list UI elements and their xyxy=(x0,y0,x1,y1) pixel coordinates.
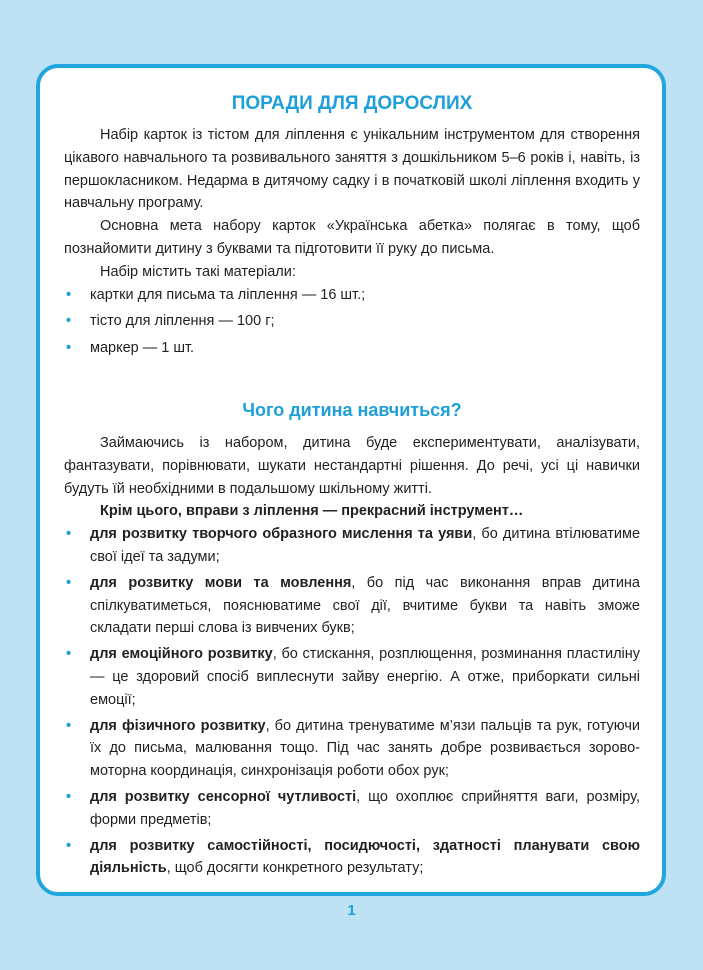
goal-paragraph: Основна мета набору карток «Українська абетка» полягає в тому, щоб познайомити дитину з буквами та підготовити її руку до письма. xyxy=(64,218,640,257)
materials-list xyxy=(64,284,640,360)
section-title-advice: ПОРАДИ ДЛЯ ДОРОСЛИХ xyxy=(231,93,473,114)
list-item: • для розвитку сенсорної чутливості, що охоплює сприйняття ваги, розміру, форми предметів; xyxy=(64,786,640,832)
materials-intro: Набір містить такі матеріали: xyxy=(100,263,296,280)
section-title-learning: Чого дитина навчиться? xyxy=(242,399,462,420)
list-item: • для розвитку самостійності, посидючості, здатності планувати свою діяльність, щоб досягти конкретного результату; xyxy=(64,835,640,881)
bullet-icon: • xyxy=(66,788,72,805)
bullet-icon: • xyxy=(66,526,72,543)
bullet-icon: • xyxy=(66,574,72,591)
list-item: • маркер — 1 шт. xyxy=(64,337,640,360)
lead-sentence: Крім цього, вправи з ліплення — прекрасний інструмент… xyxy=(100,503,524,520)
benefits-list xyxy=(64,523,640,880)
content-card xyxy=(36,64,666,896)
page-number: 1 xyxy=(347,902,356,919)
list-item: • для розвитку мови та мовлення, бо під час виконання вправ дитина спілкуватиметься, пояснюватиме свої дії, вчитиме букви та навіть зможе складати перші слова із вивчених букв; xyxy=(64,572,640,640)
intro-paragraph: Набір карток із тістом для ліплення є унікальним інструментом для створення цікавого навчального та розвивального заняття з дошкільником 5–6 років і, навіть, із першокласником. Недарма в дитячому садку і в початковій школі ліплення входить у навчальну програму. xyxy=(64,127,640,212)
bullet-icon: • xyxy=(66,286,72,303)
bullet-icon: • xyxy=(66,837,72,854)
bullet-icon: • xyxy=(66,717,72,734)
bullet-icon: • xyxy=(66,646,72,663)
list-item: • для фізичного розвитку, бо дитина тренуватиме м’язи пальців та рук, готуючи їх до письма, малювання тощо. Під час занять добре розвивається зорово-моторна координація, синхронізація роботи обох рук; xyxy=(64,715,640,783)
list-item: • картки для письма та ліплення — 16 шт.; xyxy=(64,284,640,307)
list-item: • для розвитку творчого образного мислення та уяви, бо дитина втілюватиме свої ідеї та задуми; xyxy=(64,523,640,569)
learning-paragraph: Займаючись із набором, дитина буде експериментувати, аналізувати, фантазувати, порівнювати, шукати нестандартні рішення. До речі, усі ці навички будуть їй необхідними в подальшому шкільному житті. xyxy=(64,434,640,497)
list-item: • тісто для ліплення — 100 г; xyxy=(64,310,640,333)
bullet-icon: • xyxy=(66,340,72,357)
content-body xyxy=(64,92,640,883)
list-item: • для емоційного розвитку, бо стискання, розплющення, розминання пластиліну — це здоровий спосіб виплеснути зайву енергію. А отже, приборкати сильні емоції; xyxy=(64,643,640,711)
bullet-icon: • xyxy=(66,313,72,330)
